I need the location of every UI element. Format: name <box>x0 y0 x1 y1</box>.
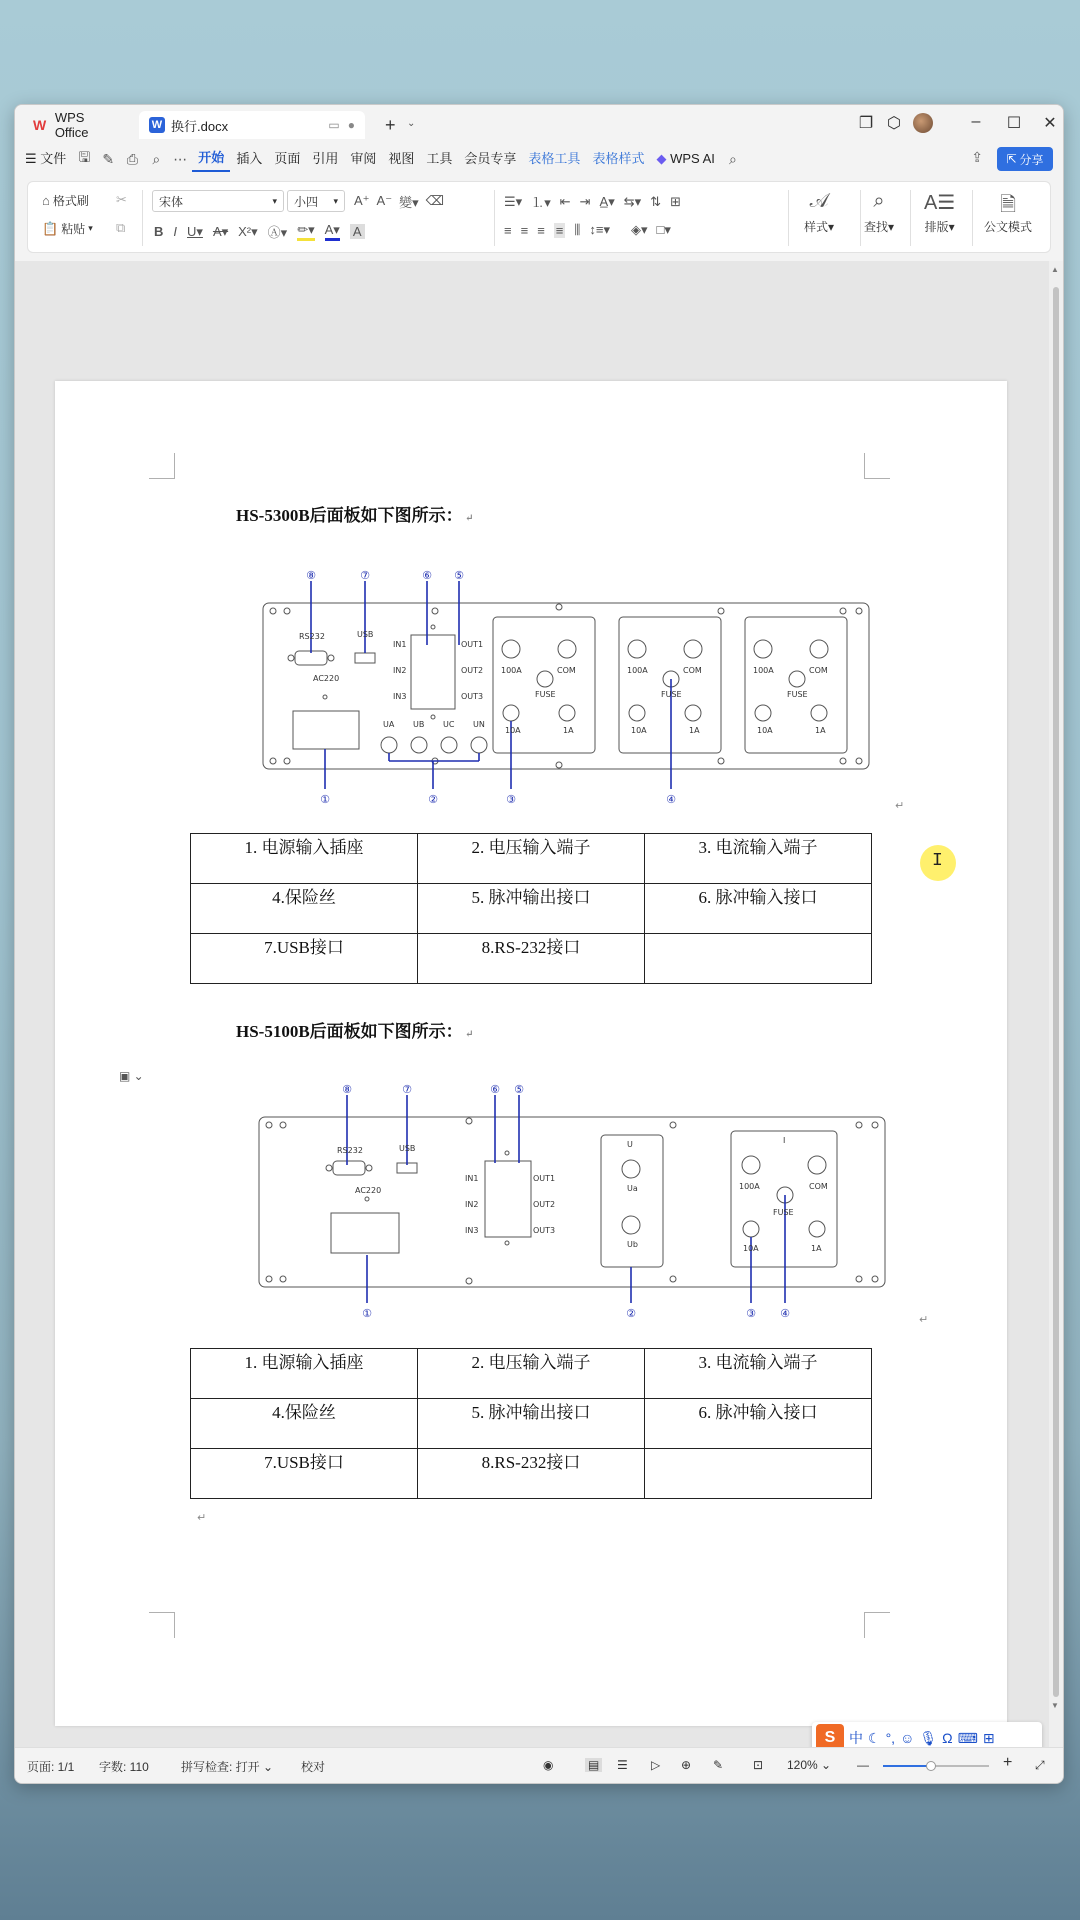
table-cell[interactable]: 1. 电源输入插座 <box>191 834 418 884</box>
zoom-in-button[interactable]: + <box>1003 1754 1013 1771</box>
svg-text:UB: UB <box>413 720 425 729</box>
table-handle-icon[interactable]: ▣ ⌄ <box>119 1069 144 1083</box>
svg-text:IN3: IN3 <box>465 1226 479 1235</box>
vertical-scrollbar[interactable] <box>1049 261 1063 1747</box>
copy-button[interactable] <box>116 220 125 236</box>
text-direction-icon[interactable]: ⇆▾ <box>623 193 642 209</box>
search-icon[interactable]: ⌕ <box>728 150 737 167</box>
format-painter-icon: ⌂ <box>42 193 50 208</box>
shrink-font-icon[interactable]: A⁻ <box>376 193 393 208</box>
paragraph-mark: ↵ <box>919 1314 929 1326</box>
document-page[interactable] <box>55 381 1007 1726</box>
share-label: 分享 <box>1019 152 1044 167</box>
format-painter-label: 格式刷 <box>52 194 89 208</box>
align-left-icon[interactable]: ≡ <box>504 222 512 238</box>
omega-icon[interactable]: Ω <box>942 1730 953 1746</box>
font-size-value: 小四 <box>294 194 319 209</box>
callout-6: ⑥ <box>422 569 432 582</box>
table-row <box>191 884 872 934</box>
scroll-up-icon[interactable]: ▲ <box>1051 265 1059 274</box>
clipboard-icon: 📋 <box>42 220 59 236</box>
monitor-icon[interactable]: ▭ <box>328 118 340 132</box>
underline-icon[interactable]: U▾ <box>187 223 203 239</box>
find-button[interactable]: ⌕ 查找▾ <box>864 190 895 234</box>
divider <box>494 190 495 246</box>
svg-text:U: U <box>627 1140 633 1149</box>
svg-text:COM: COM <box>809 1182 828 1191</box>
paragraph-mark: ↵ <box>197 1512 207 1524</box>
char-shading-icon[interactable]: A <box>350 224 365 239</box>
svg-text:100A: 100A <box>501 666 522 675</box>
find-label: 查找 <box>864 220 889 234</box>
spell-label: 拼写检查: 打开 <box>181 1760 260 1774</box>
copy-icon: ⧉ <box>116 220 126 235</box>
pen-icon[interactable]: ✎ <box>713 1758 724 1772</box>
hs5100b-rear-panel-diagram <box>257 1081 889 1321</box>
svg-text:COM: COM <box>683 666 702 675</box>
ime-mode[interactable]: 中 <box>849 1730 863 1746</box>
tab-label: WPS Office <box>54 110 89 140</box>
table-cell[interactable]: 4.保险丝 <box>191 884 418 934</box>
callout-8: ⑧ <box>342 1083 352 1096</box>
callout-4: ④ <box>780 1307 790 1320</box>
callout-6: ⑥ <box>490 1083 500 1096</box>
label-ac220: AC220 <box>313 674 340 683</box>
heading-hs5100b[interactable] <box>236 1017 474 1042</box>
svg-text:IN2: IN2 <box>465 1200 479 1209</box>
table-cell[interactable]: 6. 脉冲输入接口 <box>645 1399 872 1449</box>
table-cell[interactable]: 3. 电流输入端子 <box>645 1349 872 1399</box>
grow-font-icon[interactable]: A⁺ <box>354 193 370 208</box>
outline-view-icon[interactable]: ☰ <box>617 1758 628 1772</box>
margin-mark <box>149 1612 175 1638</box>
menu-table-style[interactable]: 表格样式 <box>592 151 645 166</box>
pinyin-icon[interactable]: 變▾ <box>399 194 419 210</box>
chinese-layout-icon[interactable]: A̲▾ <box>599 193 615 209</box>
cube-icon[interactable]: ⬡ <box>887 115 901 132</box>
menu-home[interactable]: 开始 <box>192 146 230 172</box>
justify-icon[interactable]: ≡ <box>555 222 564 238</box>
table-row <box>191 834 872 884</box>
paste-label: 粘贴 <box>61 222 86 236</box>
avatar[interactable] <box>913 113 933 133</box>
callout-8: ⑧ <box>306 569 316 582</box>
grid-icon[interactable]: ⊞ <box>982 1729 995 1746</box>
callout-3: ③ <box>506 793 516 806</box>
table-row <box>191 934 872 984</box>
print-preview-icon[interactable]: ⌕ <box>152 150 161 167</box>
table-cell[interactable]: 1. 电源输入插座 <box>191 1349 418 1399</box>
heading-hs5300b[interactable] <box>236 501 474 526</box>
svg-text:I: I <box>783 1136 786 1145</box>
status-bar <box>15 1747 1063 1783</box>
menu-wps-ai[interactable] <box>650 145 720 173</box>
sort-icon[interactable]: ⇅ <box>650 193 662 209</box>
label-ac220: AC220 <box>355 1186 382 1195</box>
svg-text:FUSE: FUSE <box>787 690 808 699</box>
svg-text:COM: COM <box>809 666 828 675</box>
paste-button[interactable] <box>42 220 93 237</box>
minimize-button[interactable]: – <box>971 113 981 130</box>
align-center-icon[interactable]: ≡ <box>520 222 529 238</box>
font-name-select[interactable] <box>152 190 284 212</box>
wps-logo-icon: W <box>33 117 47 133</box>
punctuation-icon[interactable]: °, <box>885 1730 896 1746</box>
word-doc-icon: W <box>149 117 165 133</box>
heading-text: HS-5300B后面板如下图所示： <box>236 506 463 525</box>
zoom-out-button[interactable]: — <box>857 1758 869 1772</box>
tab-wps-office[interactable] <box>23 111 131 139</box>
eye-icon[interactable]: ◉ <box>543 1758 554 1772</box>
table-cell[interactable]: 5. 脉冲输出接口 <box>418 884 645 934</box>
moon-icon[interactable]: ☾ <box>868 1729 881 1746</box>
menu-bar <box>15 145 1063 173</box>
table-cell[interactable] <box>645 1449 872 1499</box>
table-row <box>191 1449 872 1499</box>
margin-mark <box>864 453 890 479</box>
share-button[interactable] <box>997 147 1053 171</box>
menu-view[interactable]: 视图 <box>388 151 415 166</box>
svg-text:1A: 1A <box>815 726 826 735</box>
numbered-list-icon[interactable]: ⒈▾ <box>531 195 551 210</box>
app-window <box>14 104 1064 1784</box>
table-cell[interactable]: 7.USB接口 <box>191 1449 418 1499</box>
web-view-icon[interactable]: ⊕ <box>681 1758 692 1772</box>
paintbrush-icon[interactable]: ✎ <box>102 150 115 167</box>
svg-text:OUT3: OUT3 <box>461 692 484 701</box>
font-color-icon[interactable]: A▾ <box>325 222 340 241</box>
menu-member[interactable]: 会员专享 <box>464 151 517 166</box>
document-seal-icon: 🗎 <box>999 194 1017 216</box>
callout-7: ⑦ <box>360 569 370 582</box>
callout-3: ③ <box>746 1307 756 1320</box>
table-row <box>191 1349 872 1399</box>
hs5300b-rear-panel-diagram <box>261 567 873 807</box>
strikethrough-icon[interactable]: A▾ <box>212 223 229 239</box>
callout-4: ④ <box>666 793 676 806</box>
file-label: 文件 <box>40 151 67 166</box>
svg-text:IN3: IN3 <box>393 692 407 701</box>
zoom-slider-knob[interactable] <box>926 1761 936 1771</box>
line-spacing-icon[interactable]: ↕≡▾ <box>589 222 610 237</box>
table-cell[interactable]: 8.RS-232接口 <box>418 934 645 984</box>
table-cell[interactable]: 6. 脉冲输入接口 <box>645 884 872 934</box>
superscript-icon[interactable]: X²▾ <box>238 223 258 239</box>
callout-2: ② <box>626 1307 636 1320</box>
chevron-down-icon: ▾ <box>88 223 93 233</box>
svg-text:OUT3: OUT3 <box>533 1226 556 1235</box>
scroll-down-icon[interactable]: ▼ <box>1051 1701 1059 1710</box>
callout-5: ⑤ <box>514 1083 524 1096</box>
callout-1: ① <box>362 1307 372 1320</box>
svg-text:UC: UC <box>443 720 455 729</box>
divider <box>788 190 789 246</box>
margin-mark <box>864 1612 890 1638</box>
svg-text:FUSE: FUSE <box>661 690 682 699</box>
callout-7: ⑦ <box>402 1083 412 1096</box>
ai-label: WPS AI <box>670 151 715 166</box>
font-name-value: 宋体 <box>159 194 184 209</box>
svg-text:100A: 100A <box>739 1182 760 1191</box>
svg-text:UA: UA <box>383 720 395 729</box>
svg-text:OUT2: OUT2 <box>533 1200 556 1209</box>
paragraph-mark: ↵ <box>462 1029 474 1040</box>
new-tab-button[interactable]: + <box>385 115 396 135</box>
emoji-icon[interactable]: ☺ <box>900 1730 915 1746</box>
label-usb: USB <box>399 1144 416 1153</box>
table-cell[interactable]: 2. 电压输入端子 <box>418 1349 645 1399</box>
svg-text:10A: 10A <box>505 726 521 735</box>
official-mode-label: 公文模式 <box>984 220 1033 234</box>
svg-text:1A: 1A <box>689 726 700 735</box>
label-rs232: RS232 <box>337 1146 363 1155</box>
format-painter-button[interactable] <box>42 192 89 209</box>
proofread[interactable]: 校对 <box>301 1760 326 1774</box>
file-menu[interactable]: ☰ 文件 <box>25 151 67 166</box>
spell-check[interactable]: 拼写检查: 打开 ⌄ <box>181 1760 274 1774</box>
svg-text:IN1: IN1 <box>393 640 407 649</box>
maximize-button[interactable]: ☐ <box>1006 115 1022 132</box>
magnifier-icon: ⌕ <box>873 190 885 212</box>
callout-1: ① <box>320 793 330 806</box>
chevron-down-icon[interactable]: ⌄ <box>407 118 416 129</box>
clear-format-icon[interactable]: ⌫ <box>425 193 445 208</box>
zoom-value: 120% <box>787 1758 818 1772</box>
page-view-icon[interactable]: ▤ <box>585 1758 602 1772</box>
svg-text:100A: 100A <box>627 666 648 675</box>
show-marks-icon[interactable]: ⊞ <box>670 193 681 209</box>
svg-text:100A: 100A <box>753 666 774 675</box>
callout-5: ⑤ <box>454 569 464 582</box>
tab-document[interactable] <box>139 111 365 139</box>
spec-table-1[interactable] <box>190 833 872 984</box>
official-mode-button[interactable] <box>984 190 1032 235</box>
scissors-icon: ✂ <box>116 192 127 207</box>
fit-page-icon[interactable]: ⊡ <box>753 1758 764 1772</box>
svg-text:IN1: IN1 <box>465 1174 479 1183</box>
cut-button[interactable] <box>116 192 127 208</box>
svg-text:1A: 1A <box>563 726 574 735</box>
font-size-select[interactable] <box>287 190 345 212</box>
layout-button[interactable]: A☰ 排版▾ <box>924 192 956 234</box>
text-effect-icon[interactable]: Ⓐ▾ <box>267 225 288 240</box>
cloud-upload-icon[interactable]: ⇪ <box>971 149 983 165</box>
svg-text:1A: 1A <box>811 1244 822 1253</box>
menu-review[interactable]: 审阅 <box>350 151 377 166</box>
svg-text:Ua: Ua <box>627 1184 638 1193</box>
keyboard-icon[interactable]: ⌨ <box>957 1729 978 1746</box>
styles-button[interactable]: 𝒜 样式▾ <box>804 190 835 234</box>
svg-text:OUT1: OUT1 <box>533 1174 556 1183</box>
svg-text:OUT1: OUT1 <box>461 640 484 649</box>
svg-text:IN2: IN2 <box>393 666 407 675</box>
word-count[interactable]: 字数: 110 <box>99 1760 149 1774</box>
divider <box>860 190 861 246</box>
scroll-thumb[interactable] <box>1053 287 1059 1697</box>
menu-page[interactable]: 页面 <box>274 151 301 166</box>
tab-label: 换行.docx <box>171 118 229 134</box>
svg-text:10A: 10A <box>743 1244 759 1253</box>
divider <box>142 190 143 246</box>
border-icon[interactable]: □▾ <box>656 222 671 237</box>
close-button[interactable]: ✕ <box>1043 115 1057 132</box>
page-count[interactable]: 页面: 1/1 <box>27 1760 75 1774</box>
text-cursor-icon: I <box>932 851 943 871</box>
chevron-down-icon: ▾ <box>333 195 338 206</box>
increase-indent-icon[interactable]: ⇥ <box>579 193 591 209</box>
styles-label: 样式 <box>804 220 829 234</box>
more-icon[interactable]: ⋯ <box>173 150 188 167</box>
table-cell[interactable]: 3. 电流输入端子 <box>645 834 872 884</box>
layout-icon: A☰ <box>924 192 956 214</box>
window-layout-icon[interactable]: ❐ <box>858 115 874 132</box>
bold-icon[interactable]: B <box>154 224 164 239</box>
svg-text:OUT2: OUT2 <box>461 666 484 675</box>
label-rs232: RS232 <box>299 632 325 641</box>
divider <box>910 190 911 246</box>
svg-text:FUSE: FUSE <box>773 1208 794 1217</box>
fullscreen-icon[interactable]: ⤢ <box>1035 1758 1045 1772</box>
save-icon[interactable]: 🖫 <box>78 149 91 165</box>
table-cell[interactable] <box>645 934 872 984</box>
shading-icon[interactable]: ◈▾ <box>630 222 648 237</box>
distribute-icon[interactable]: ⫼ <box>574 222 581 237</box>
share-icon: ⇱ <box>1006 152 1017 166</box>
zoom-level[interactable]: 120% ⌄ <box>787 1758 832 1772</box>
bullet-list-icon[interactable]: ☰▾ <box>504 193 523 209</box>
unsaved-dot-icon[interactable]: ● <box>347 118 355 132</box>
play-icon[interactable]: ▷ <box>651 1758 661 1772</box>
label-usb: USB <box>357 630 374 639</box>
table-cell[interactable]: 7.USB接口 <box>191 934 418 984</box>
menu-table-tools[interactable]: 表格工具 <box>528 151 581 166</box>
table-cell[interactable]: 2. 电压输入端子 <box>418 834 645 884</box>
title-bar <box>15 105 1063 141</box>
menu-references[interactable]: 引用 <box>312 151 339 166</box>
ribbon-home <box>27 181 1051 253</box>
paragraph-mark: ↵ <box>462 513 474 524</box>
print-icon[interactable]: ⎙ <box>126 150 138 167</box>
decrease-indent-icon[interactable]: ⇤ <box>559 193 571 209</box>
margin-mark <box>149 453 175 479</box>
highlight-icon[interactable]: ✏▾ <box>297 222 314 241</box>
paragraph-mark: ↵ <box>895 800 905 812</box>
menu-tools[interactable]: 工具 <box>426 151 453 166</box>
svg-text:COM: COM <box>557 666 576 675</box>
svg-text:FUSE: FUSE <box>535 690 556 699</box>
callout-2: ② <box>428 793 438 806</box>
table-cell[interactable]: 4.保险丝 <box>191 1399 418 1449</box>
table-cell[interactable]: 5. 脉冲输出接口 <box>418 1399 645 1449</box>
ai-icon: ◆ <box>656 151 667 166</box>
layout-label: 排版 <box>924 220 949 234</box>
zoom-slider-fill <box>883 1765 931 1767</box>
svg-text:10A: 10A <box>631 726 647 735</box>
italic-icon[interactable]: I <box>173 224 178 239</box>
svg-text:UN: UN <box>473 720 485 729</box>
align-right-icon[interactable]: ≡ <box>537 222 545 238</box>
svg-text:Ub: Ub <box>627 1240 638 1249</box>
microphone-icon[interactable]: 🎙 <box>919 1729 938 1746</box>
spec-table-2[interactable] <box>190 1348 872 1499</box>
table-row <box>191 1399 872 1449</box>
divider <box>972 190 973 246</box>
sogou-logo-icon[interactable]: S <box>816 1724 844 1752</box>
styles-icon: 𝒜 <box>809 190 829 212</box>
zoom-slider[interactable] <box>883 1765 989 1767</box>
menu-insert[interactable]: 插入 <box>236 151 263 166</box>
svg-text:10A: 10A <box>757 726 773 735</box>
document-area <box>15 261 1051 1747</box>
table-cell[interactable]: 8.RS-232接口 <box>418 1449 645 1499</box>
heading-text: HS-5100B后面板如下图所示： <box>236 1022 463 1041</box>
chevron-down-icon: ▾ <box>272 195 277 206</box>
